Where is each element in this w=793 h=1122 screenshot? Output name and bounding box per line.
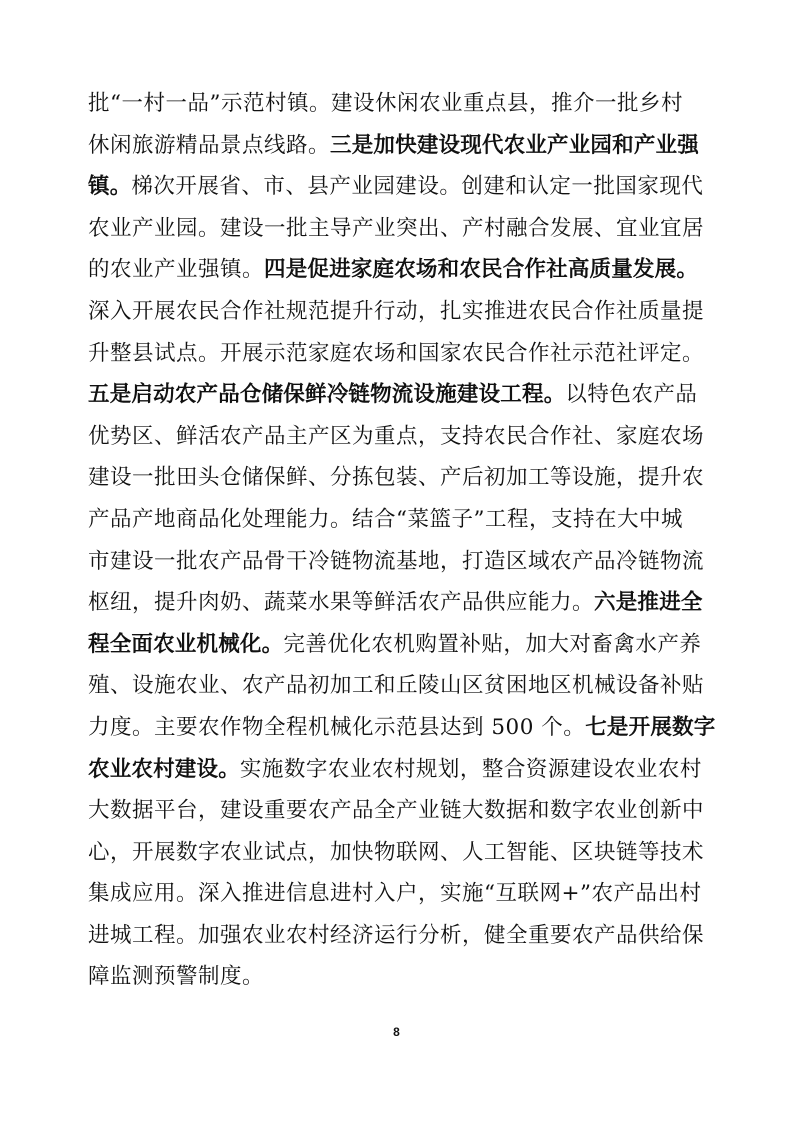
body-text-segment: 实施数字农业农村规划，整合资源建设农业农村 <box>239 756 702 782</box>
bold-heading-text: 镇。 <box>88 174 132 200</box>
body-text-segment: 农业产业园。建设一批主导产业突出、产村融合发展、宜业宜居 <box>88 215 705 241</box>
body-text-segment: 休闲旅游精品景点线路。 <box>88 132 331 158</box>
body-text-segment: 批“一村一品”示范村镇。建设休闲农业重点县，推介一批乡村 <box>88 91 683 116</box>
text-line <box>88 333 704 375</box>
body-text-segment: 完善优化农机购置补贴，加大对畜禽水产养 <box>283 631 702 657</box>
body-text-segment: 的农业产业强镇。 <box>88 257 265 283</box>
bold-heading-text: 农业农村建设。 <box>88 756 240 782</box>
body-text-segment: 优势区、鲜活农产品主产区为重点，支持农民合作社、家庭农场 <box>88 423 705 449</box>
text-line <box>88 499 704 541</box>
text-line <box>88 665 704 707</box>
body-text-segment: 集成应用。深入推进信息进村入户，实施“互联网+”农产品出村 <box>88 881 702 907</box>
text-line <box>88 832 704 874</box>
text-line <box>88 208 704 250</box>
text-line <box>88 582 704 624</box>
bold-heading-text: 四是促进家庭农场和农民合作社高质量发展。 <box>264 257 699 283</box>
text-line <box>88 956 704 998</box>
bold-heading-text: 五是启动农产品仓储保鲜冷链物流设施建设工程。 <box>88 382 566 408</box>
text-line <box>88 749 704 791</box>
bold-heading-text: 程全面农业机械化。 <box>88 631 284 657</box>
text-line <box>88 249 704 291</box>
text-line <box>88 457 704 499</box>
body-text-segment: 深入开展农民合作社规范提升行动，扎实推进农民合作社质量提 <box>88 298 705 324</box>
text-line <box>88 915 704 957</box>
text-line <box>88 541 704 583</box>
body-text-segment: 心，开展数字农业试点，加快物联网、人工智能、区块链等技术 <box>88 839 705 865</box>
text-line <box>88 416 704 458</box>
body-paragraph <box>88 83 716 998</box>
body-text-segment: 梯次开展省、市、县产业园建设。创建和认定一批国家现代 <box>131 174 704 200</box>
body-text-segment: 升整县试点。开展示范家庭农场和国家农民合作社示范社评定。 <box>88 340 705 366</box>
text-line <box>88 873 704 915</box>
text-line <box>88 790 704 832</box>
text-line <box>88 83 704 125</box>
body-text-segment: 进城工程。加强农业农村经济运行分析，健全重要农产品供给保 <box>88 922 705 948</box>
body-text-segment: 以特色农产品 <box>565 382 698 408</box>
text-line <box>88 125 704 167</box>
body-text-segment: 殖、设施农业、农产品初加工和丘陵山区贫困地区机械设备补贴 <box>88 673 705 699</box>
text-line <box>88 166 704 208</box>
text-line <box>88 624 704 666</box>
text-line <box>88 707 716 749</box>
page-number: 8 <box>393 1025 400 1039</box>
body-text-segment: 建设一批田头仓储保鲜、分拣包装、产后初加工等设施，提升农 <box>88 465 705 491</box>
bold-heading-text: 六是推进全 <box>594 590 703 616</box>
bold-heading-text: 七是开展数字 <box>585 714 716 740</box>
text-line <box>88 374 704 416</box>
body-text-segment: 产品产地商品化处理能力。结合“菜篮子”工程，支持在大中城 <box>88 506 683 532</box>
body-text-segment: 市建设一批农产品骨干冷链物流基地，打造区域农产品冷链物流 <box>88 548 705 574</box>
bold-heading-text: 三是加快建设现代农业产业园和产业强 <box>330 132 699 158</box>
body-text-segment: 力度。主要农作物全程机械化示范县达到 500 个。 <box>88 714 586 740</box>
text-line <box>88 291 704 333</box>
body-text-segment: 枢纽，提升肉奶、蔬菜水果等鲜活农产品供应能力。 <box>88 590 595 616</box>
body-text-segment: 障监测预警制度。 <box>88 964 265 990</box>
body-text-segment: 大数据平台，建设重要农产品全产业链大数据和数字农业创新中 <box>88 798 705 824</box>
